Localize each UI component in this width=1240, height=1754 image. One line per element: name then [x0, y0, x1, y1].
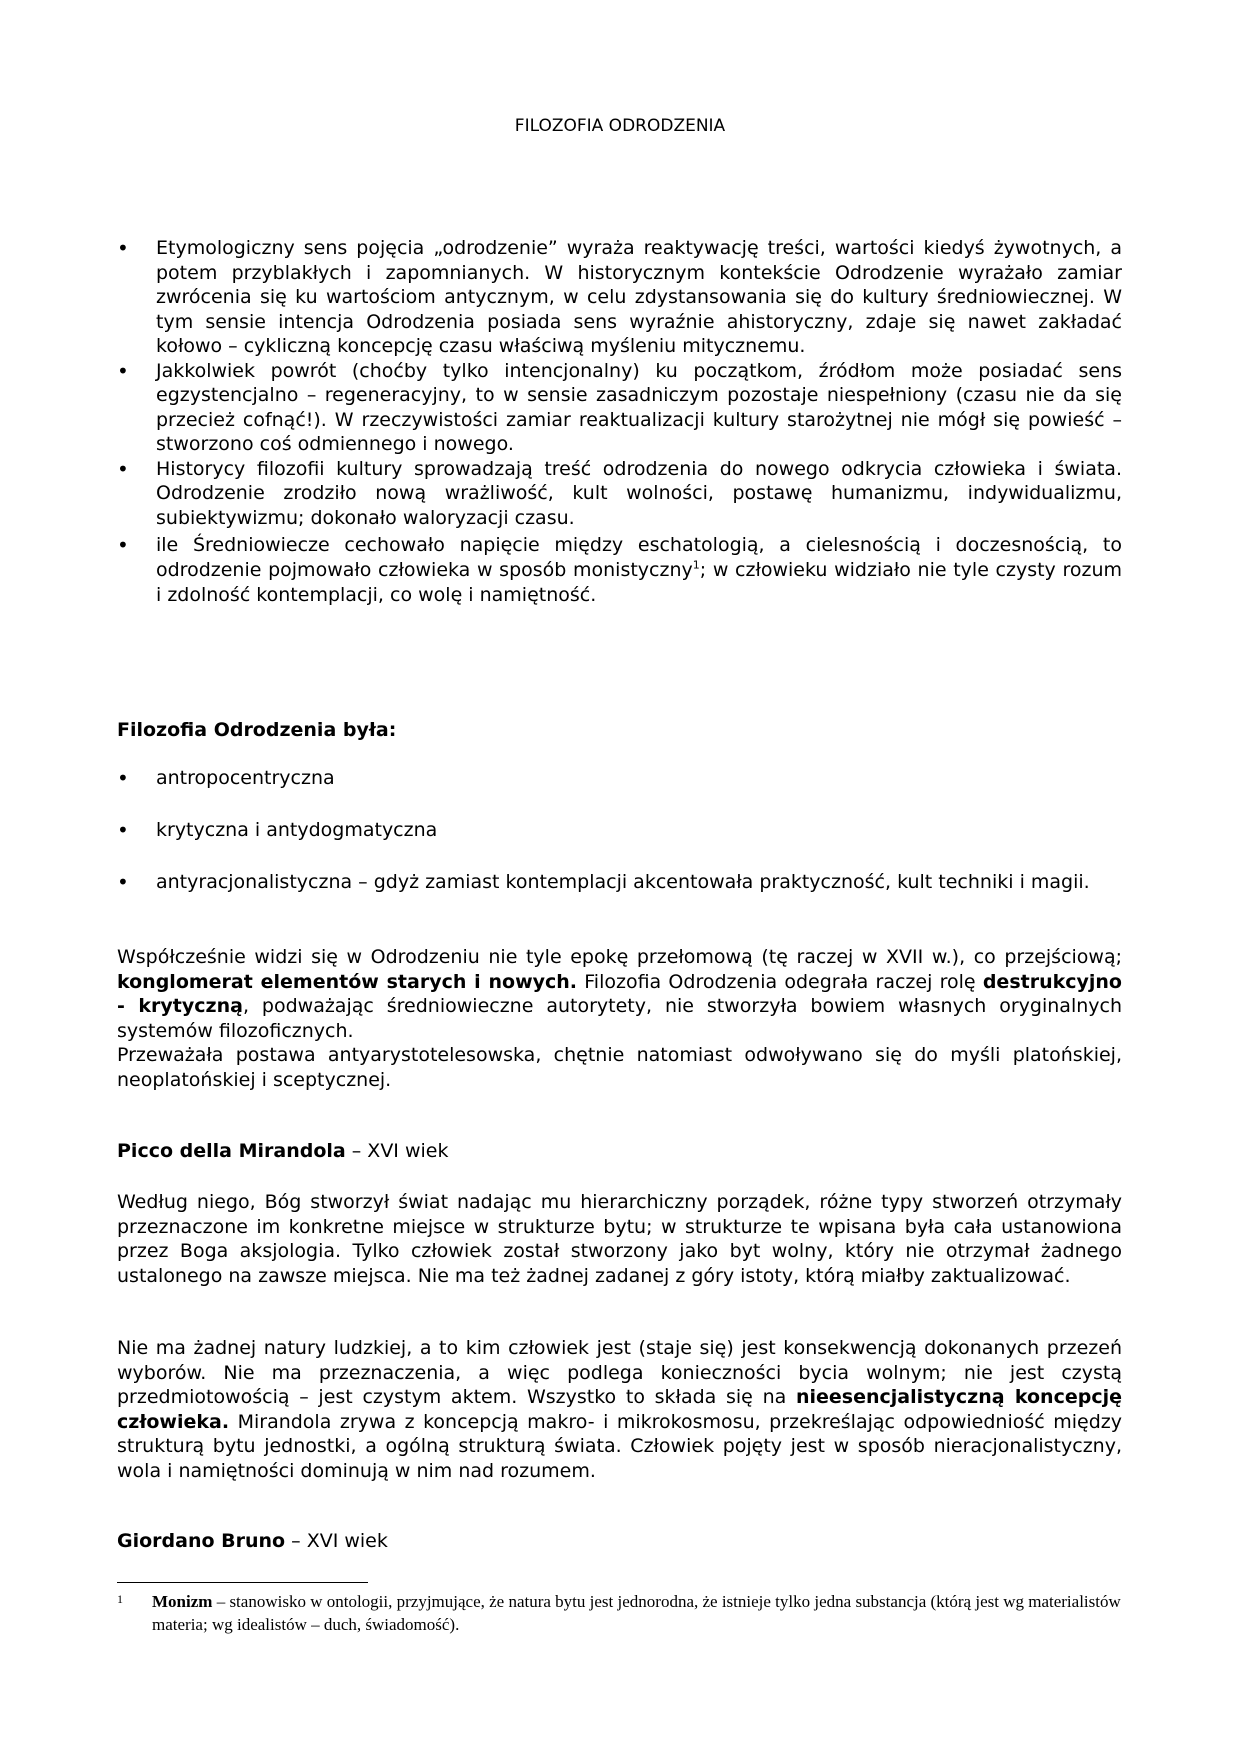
- section-heading-bruno: Giordano Bruno – XVI wiek: [117, 1530, 388, 1552]
- list-item: [117, 533, 1122, 608]
- bold-phrase: nieesencjalistyczną koncepcję człowieka.: [117, 1386, 1122, 1433]
- paragraph: Według niego, Bóg stworzył świat nadając mu hierarchiczny porządek, różne typy stworzeń otrzymały przeznaczone im konkretne miejsce w strukturze bytu; w strukturze te wpisana była cała ustanowiona przez Boga aksjologia. Tylko człowiek został stworzony jako byt wolny, który nie otrzymał żadnego ustalonego na zawsze miejsca. Nie ma też żadnej zadanej z góry istoty, którą miałby zaktualizować.: [117, 1191, 1122, 1287]
- footnote: [117, 1590, 1122, 1636]
- bold-phrase: destrukcyjno - krytyczną: [117, 970, 1122, 1017]
- list-item: • antropocentryczna: [117, 766, 1122, 791]
- list-item: • Etymologiczny sens pojęcia „odrodzenie” wyraża reaktywację treści, wartości kiedyś żywotnych, a potem przyblakłych i zapomnianych. W historycznym kontekście Odrodzenie wyrażało zamiar zwrócenia się ku wartościom antycznym, w celu zdystansowania się do kultury średniowiecznej. W tym sensie intencja Odrodzenia posiada sens wyraźnie ahistoryczny, zdaje się nawet zakładać kołowo – cykliczną koncepcję czasu właściwą myśleniu mitycznemu.: [117, 236, 1122, 359]
- bullet4-text: ile Średniowiecze cechowało napięcie między eschatologią, a cielesnością i doczesnością, to odrodzenie pojmowało człowieka w sposób monistyczny: [156, 534, 1122, 581]
- footnote-term: Monizm: [152, 1592, 213, 1611]
- list-item: • antyracjonalistyczna – gdyż zamiast kontemplacji akcentowała praktyczność, kult techniki i magii.: [117, 870, 1122, 895]
- footnote-separator: [117, 1582, 368, 1583]
- list-item: • krytyczna i antydogmatyczna: [117, 818, 1122, 843]
- paragraph: Współcześnie widzi się w Odrodzeniu nie tyle epokę przełomową (tę raczej w XVII w.), co przejściową; konglomerat elementów starych i nowych. Filozofia Odrodzenia odegrała raczej rolę destrukcyjno - krytyczną, podważając średniowieczne autorytety, nie stworzyła bowiem własnych oryginalnych systemów filozoficznych.: [117, 946, 1123, 1042]
- section-heading-pico: Picco della Mirandola – XVI wiek: [117, 1140, 449, 1162]
- features-list-2: [117, 818, 1122, 843]
- section-heading: Filozofia Odrodzenia była:: [117, 719, 397, 741]
- footnote-reference[interactable]: 1: [692, 558, 700, 572]
- footnote-number: 1: [117, 1592, 123, 1606]
- features-list: [117, 766, 1122, 791]
- footnote-text: – stanowisko w ontologii, przyjmujące, że natura bytu jest jednorodna, że istnieje tylko jedna substancja (którą jest wg materialistów materia; wg idealistów – duch, świadomość).: [152, 1592, 1121, 1634]
- list-item: • Jakkolwiek powrót (choćby tylko intencjonalny) ku początkom, źródłom może posiadać sens egzystencjalno – regeneracyjny, to w sensie zasadniczym pozostaje niespełniony (czasu nie da się przecież cofnąć!). W rzeczywistości zamiar reaktualizacji kultury starożytnej nie mógł się powieść – stworzono coś odmiennego i nowego.: [117, 359, 1122, 457]
- paragraph: Nie ma żadnej natury ludzkiej, a to kim człowiek jest (staje się) jest konsekwencją dokonanych przezeń wyborów. Nie ma przeznaczenia, a więc podlega konieczności bycia wolnym; nie jest czystą przedmiotowością – jest czystym aktem. Wszystko to składa się na nieesencjalistyczną koncepcję człowieka. Mirandola zrywa z koncepcją makro- i mikrokosmosu, przekreślając odpowiedniość między strukturą bytu jednostki, a ogólną strukturą świata. Człowiek pojęty jest w sposób nieracjonalistyczny, wola i namiętności dominują w nim nad rozumem.: [117, 1337, 1122, 1482]
- intro-bullet-list: [117, 236, 1122, 608]
- features-list-3: [117, 870, 1122, 895]
- list-item: • Historycy filozofii kultury sprowadzają treść odrodzenia do nowego odkrycia człowieka i świata. Odrodzenie zrodziło nową wrażliwość, kult wolności, postawę humanizmu, indywidualizmu, subiektywizmu; dokonało waloryzacji czasu.: [117, 457, 1122, 531]
- bold-phrase: konglomerat elementów starych i nowych.: [117, 970, 578, 993]
- page-title: FILOZOFIA ODRODZENIA: [514, 116, 726, 136]
- bullet4-text-cont: ; w człowieku widziało nie tyle czysty rozum i zdolność kontemplacji, co wolę i namiętność.: [156, 559, 1122, 606]
- paragraph: Przeważała postawa antyarystotelesowska, chętnie natomiast odwoływano się do myśli platońskiej, neoplatońskiej i sceptycznej.: [117, 1044, 1122, 1091]
